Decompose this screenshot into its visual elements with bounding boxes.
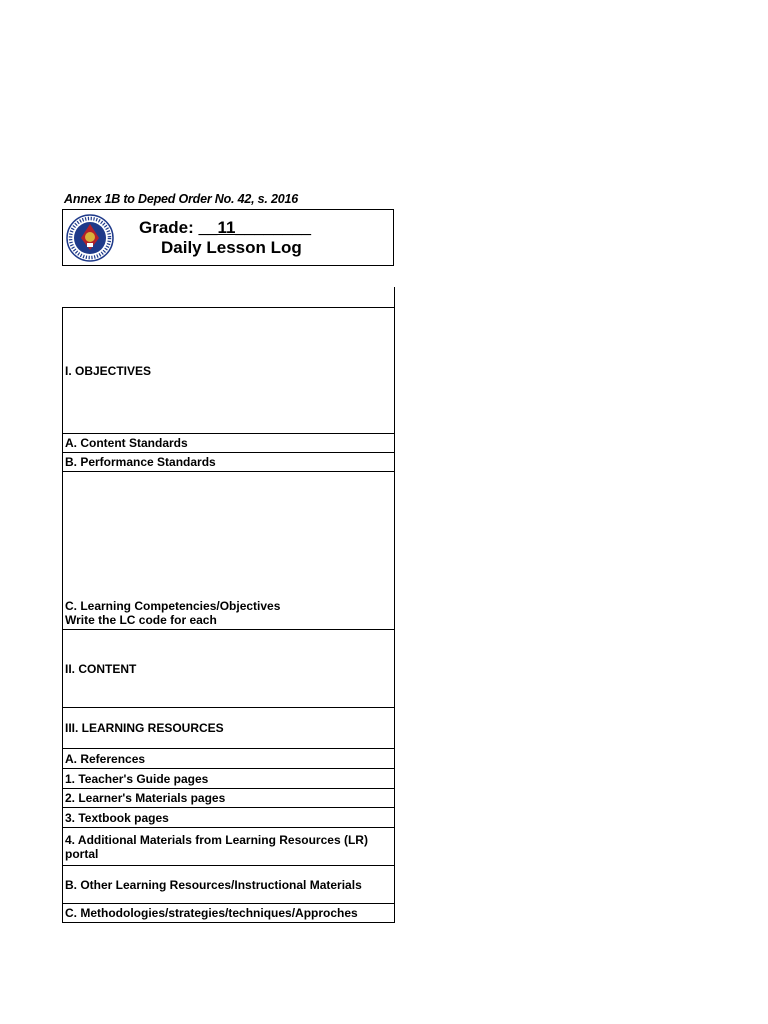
- teachers-guide-label: 1. Teacher's Guide pages: [65, 771, 209, 786]
- column-divider: [394, 287, 395, 308]
- row-additional-materials: [63, 828, 394, 866]
- learning-competencies-label: C. Learning Competencies/Objectives: [65, 599, 281, 613]
- grade-line: [139, 218, 311, 238]
- row-learners-materials: [63, 789, 394, 808]
- row-learning-resources: [63, 708, 394, 749]
- content-label: II. CONTENT: [65, 661, 137, 676]
- row-teachers-guide: [63, 769, 394, 789]
- grade-value: __11________: [198, 218, 312, 237]
- methodologies-label: C. Methodologies/strategies/techniques/Approches: [65, 906, 358, 920]
- document-title: Daily Lesson Log: [161, 238, 302, 257]
- lesson-log-table: [62, 307, 395, 923]
- content-standards-label: A. Content Standards: [65, 436, 188, 450]
- other-resources-label: B. Other Learning Resources/Instructional Materials: [65, 877, 362, 892]
- learning-resources-label: III. LEARNING RESOURCES: [65, 721, 224, 735]
- deped-seal-icon: [66, 214, 114, 262]
- row-other-resources: [63, 866, 394, 904]
- textbook-label: 3. Textbook pages: [65, 810, 169, 825]
- row-content-standards: [63, 434, 394, 453]
- row-methodologies: [63, 904, 394, 923]
- row-learning-competencies: [63, 472, 394, 630]
- performance-standards-label: B. Performance Standards: [65, 455, 216, 469]
- row-textbook: [63, 808, 394, 828]
- additional-materials-label: 4. Additional Materials from Learning Resources (LR) portal: [65, 832, 368, 861]
- objectives-label: I. OBJECTIVES: [65, 363, 152, 378]
- lesson-log-header: [62, 209, 394, 266]
- row-references: [63, 749, 394, 769]
- row-performance-standards: [63, 453, 394, 472]
- grade-label: Grade:: [139, 218, 194, 237]
- row-objectives: [63, 308, 394, 434]
- row-content: [63, 630, 394, 708]
- learners-materials-label: 2. Learner's Materials pages: [65, 791, 226, 805]
- lc-code-note: Write the LC code for each: [65, 613, 217, 627]
- annex-reference: Annex 1B to Deped Order No. 42, s. 2016: [64, 192, 298, 206]
- references-label: A. References: [65, 751, 146, 766]
